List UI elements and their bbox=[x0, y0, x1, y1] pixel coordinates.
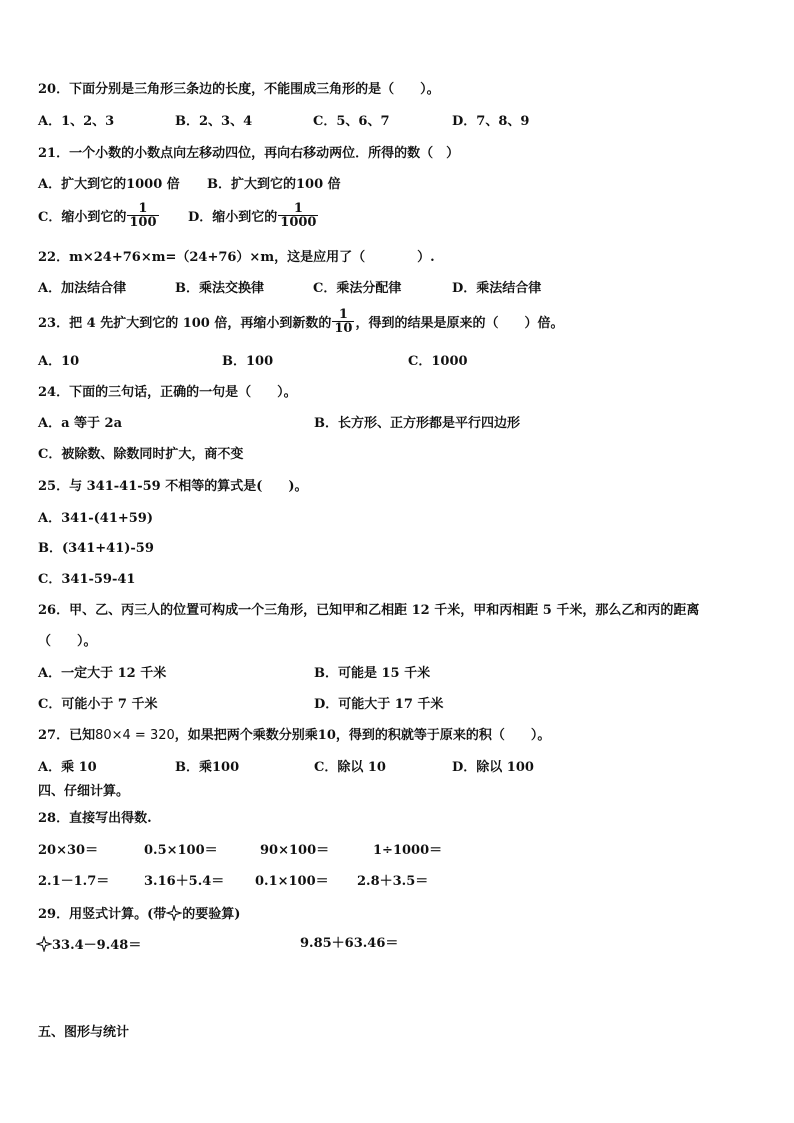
q28-item: 20×30＝ bbox=[38, 843, 99, 858]
q23-stem bbox=[38, 307, 564, 337]
q20-option-d[interactable]: D．7、8、9 bbox=[452, 114, 530, 129]
q27-option-b[interactable]: B．乘100 bbox=[175, 760, 240, 775]
q28-stem: 28．直接写出得数. bbox=[38, 811, 152, 826]
q28-item: 1÷1000＝ bbox=[373, 843, 443, 858]
q27-stem-part1: 27．已知 bbox=[38, 728, 96, 743]
fraction-denominator: 1000 bbox=[280, 215, 317, 230]
q27-option-d[interactable]: D．除以 100 bbox=[452, 760, 534, 775]
q20-stem: 20．下面分别是三角形三条边的长度，不能围成三角形的是（ ）。 bbox=[38, 82, 440, 97]
q24-option-a[interactable]: A．a 等于 2a bbox=[38, 416, 123, 431]
q29-stem-part2: 的要验算) bbox=[182, 907, 241, 922]
q29-stem bbox=[38, 905, 240, 923]
q21-option-c-text: C．缩小到它的 bbox=[38, 210, 127, 225]
q24-stem: 24．下面的三句话，正确的一句是（ ）。 bbox=[38, 385, 297, 400]
q23-option-c[interactable]: C．1000 bbox=[408, 354, 468, 369]
q22-option-a[interactable]: A．加法结合律 bbox=[38, 281, 127, 296]
q21-option-c[interactable] bbox=[38, 201, 160, 231]
four-point-star-icon bbox=[36, 936, 52, 952]
q25-option-a[interactable]: A．341-(41+59) bbox=[38, 511, 153, 526]
q20-option-b[interactable]: B．2、3、4 bbox=[175, 114, 253, 129]
q22-option-c[interactable]: C．乘法分配律 bbox=[313, 281, 402, 296]
q25-option-b[interactable]: B．(341+41)-59 bbox=[38, 541, 154, 556]
q21-option-a[interactable]: A．扩大到它的1000 倍 bbox=[38, 177, 180, 192]
q28-item: 2.1－1.7＝ bbox=[38, 874, 110, 889]
four-point-star-icon bbox=[166, 905, 182, 921]
q27-option-c[interactable]: C．除以 10 bbox=[314, 760, 386, 775]
q25-stem: 25．与 341-41-59 不相等的算式是( )。 bbox=[38, 479, 308, 494]
q27-stem bbox=[38, 728, 550, 744]
q27-expression: 80×4 = 320 bbox=[95, 728, 175, 743]
q28-item: 0.1×100＝ bbox=[255, 874, 329, 889]
q21-option-d-fraction bbox=[278, 202, 318, 229]
fraction-denominator: 10 bbox=[334, 321, 353, 336]
q28-item: 0.5×100＝ bbox=[144, 843, 218, 858]
q23-option-a[interactable]: A．10 bbox=[38, 354, 80, 369]
q21-option-d[interactable] bbox=[188, 201, 319, 231]
q26-stem-line2: （ ）。 bbox=[38, 634, 97, 649]
q28-item: 90×100＝ bbox=[260, 843, 330, 858]
q21-stem: 21．一个小数的小数点向左移动四位，再向右移动两位．所得的数（ ） bbox=[38, 146, 460, 161]
q26-stem-line1: 26．甲、乙、丙三人的位置可构成一个三角形，已知甲和乙相距 12 千米，甲和丙相距 5 千米，那么乙和丙的距离 bbox=[38, 603, 700, 618]
q20-option-a[interactable]: A．1、2、3 bbox=[38, 114, 115, 129]
q21-option-b[interactable]: B．扩大到它的100 倍 bbox=[207, 177, 341, 192]
fraction-denominator: 100 bbox=[129, 215, 157, 230]
q24-option-b[interactable]: B．长方形、正方形都是平行四边形 bbox=[314, 416, 520, 431]
q26-option-b[interactable]: B．可能是 15 千米 bbox=[314, 666, 431, 681]
q29-item-1 bbox=[36, 936, 141, 954]
q23-stem-part2: ，得到的结果是原来的（ ）倍。 bbox=[355, 316, 564, 331]
q29-item-1-text: 33.4－9.48＝ bbox=[52, 938, 142, 953]
q26-option-a[interactable]: A．一定大于 12 千米 bbox=[38, 666, 167, 681]
q26-option-c[interactable]: C．可能小于 7 千米 bbox=[38, 697, 158, 712]
q22-option-b[interactable]: B．乘法交换律 bbox=[175, 281, 264, 296]
q23-option-b[interactable]: B．100 bbox=[222, 354, 274, 369]
fraction-numerator: 1 bbox=[127, 202, 158, 216]
q28-item: 3.16＋5.4＝ bbox=[144, 874, 225, 889]
q20-option-c[interactable]: C．5、6、7 bbox=[313, 114, 390, 129]
q28-item: 2.8＋3.5＝ bbox=[357, 874, 429, 889]
q22-stem: 22．m×24+76×m=（24+76）×m，这是应用了（ ）. bbox=[38, 250, 435, 265]
q21-option-d-text: D．缩小到它的 bbox=[188, 210, 278, 225]
q24-option-c[interactable]: C．被除数、除数同时扩大，商不变 bbox=[38, 447, 244, 462]
q29-item-2: 9.85＋63.46＝ bbox=[300, 936, 399, 951]
q25-option-c[interactable]: C．341-59-41 bbox=[38, 572, 136, 587]
fraction-numerator: 1 bbox=[278, 202, 318, 216]
q21-option-c-fraction bbox=[127, 202, 158, 229]
q27-stem-part2: ，如果把两个乘数分别乘10，得到的积就等于原来的积（ ）。 bbox=[174, 728, 551, 743]
q23-stem-part1: 23．把 4 先扩大到它的 100 倍，再缩小到新数的 bbox=[38, 316, 332, 331]
q29-stem-part1: 29．用竖式计算。(带 bbox=[38, 907, 167, 922]
section-4-title: 四、仔细计算。 bbox=[38, 784, 130, 799]
q23-fraction bbox=[332, 308, 354, 335]
q22-option-d[interactable]: D．乘法结合律 bbox=[452, 281, 542, 296]
fraction-numerator: 1 bbox=[332, 308, 354, 322]
q27-option-a[interactable]: A．乘 10 bbox=[38, 760, 97, 775]
q26-option-d[interactable]: D．可能大于 17 千米 bbox=[314, 697, 444, 712]
section-5-title: 五、图形与统计 bbox=[38, 1025, 130, 1040]
